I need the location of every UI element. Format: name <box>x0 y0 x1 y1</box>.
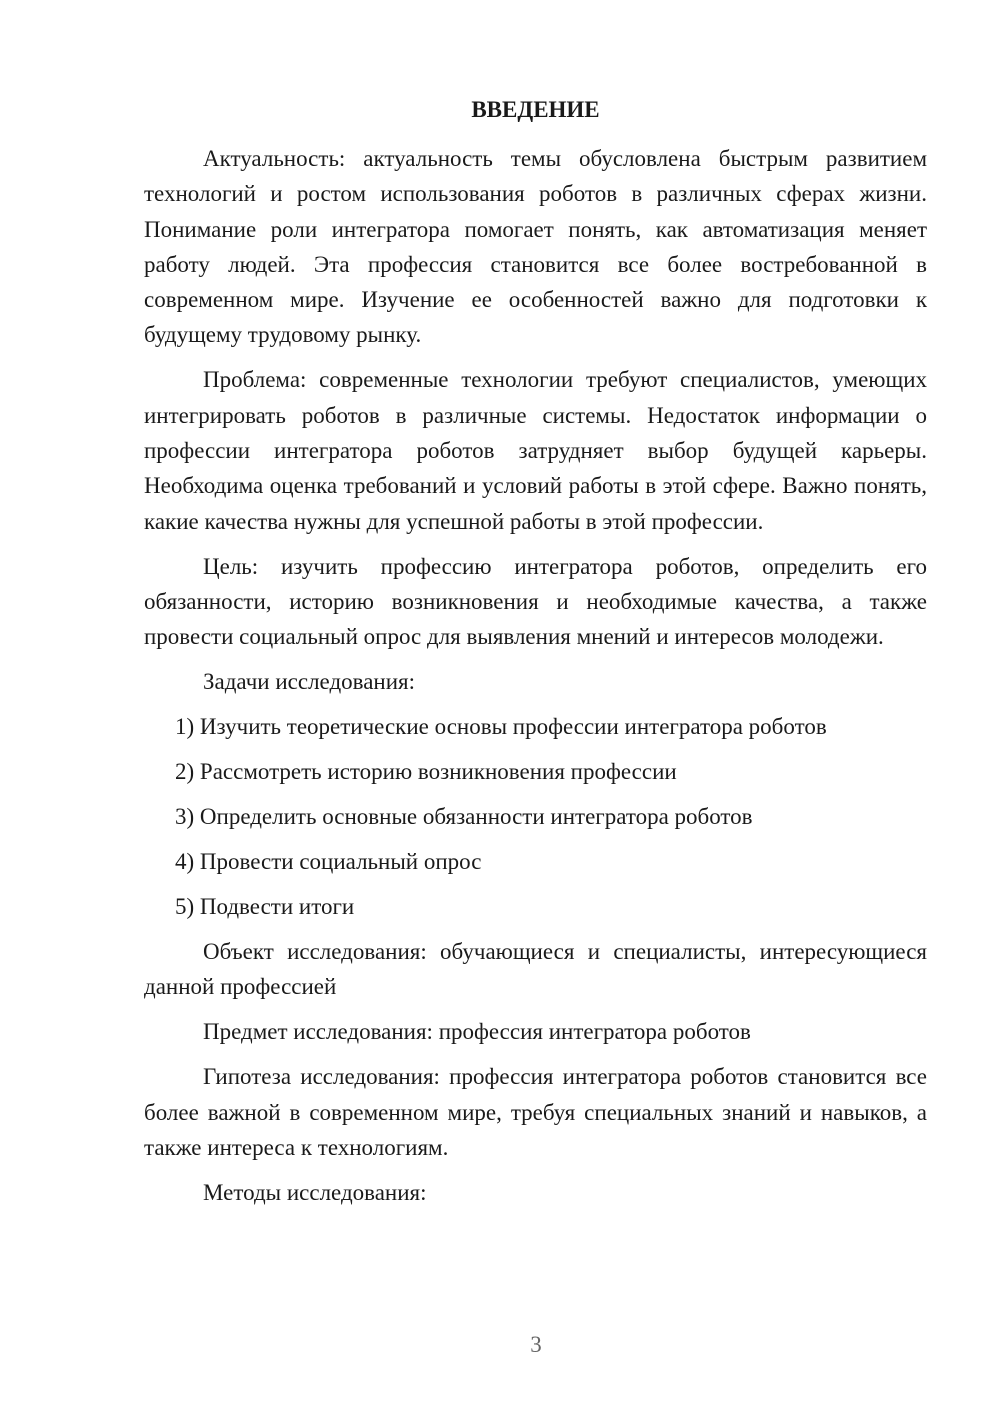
task-item: 1) Изучить теоретические основы профессии интегратора роботов <box>175 714 827 740</box>
page-title: ВВЕДЕНИЕ <box>471 97 600 122</box>
subject-paragraph: Предмет исследования: профессия интегратора роботов <box>203 1019 751 1045</box>
hypothesis-paragraph: Гипотеза исследования: профессия интегратора роботов становится все более важной в современном мире, требуя специальных знаний и навыков, а также интереса к технологиям. <box>144 1064 927 1160</box>
relevance-paragraph: Актуальность: актуальность темы обусловлена быстрым развитием технологий и ростом использования роботов в различных сферах жизни. Понимание роли интегратора помогает понять, как автоматизация меняет работу людей. Эта профессия становится все более востребованной в современном мире. Изучение ее особенностей важно для подготовки к будущему трудовому рынку. <box>144 146 927 348</box>
page-number: 3 <box>530 1332 542 1357</box>
task-item: 3) Определить основные обязанности интегратора роботов <box>175 804 753 830</box>
goal-paragraph: Цель: изучить профессию интегратора роботов, определить его обязанности, историю возникновения и необходимые качества, а также провести социальный опрос для выявления мнений и интересов молодежи. <box>144 553 927 650</box>
object-paragraph: Объект исследования: обучающиеся и специалисты, интересующиеся данной профессией <box>144 939 927 1000</box>
task-item: 2) Рассмотреть историю возникновения профессии <box>175 759 677 785</box>
methods-heading: Методы исследования: <box>203 1179 427 1205</box>
task-item: 5) Подвести итоги <box>175 894 355 920</box>
tasks-heading: Задачи исследования: <box>203 669 416 695</box>
task-item: 4) Провести социальный опрос <box>175 849 482 875</box>
problem-paragraph: Проблема: современные технологии требуют специалистов, умеющих интегрировать роботов в различные системы. Недостаток информации о профессии интегратора роботов затрудняет выбор будущей карьеры. Необходима оценка требований и условий работы в этой сфере. Важно понять, какие качества нужны для успешной работы в этой профессии. <box>144 367 927 534</box>
page-content <box>144 96 927 1220</box>
